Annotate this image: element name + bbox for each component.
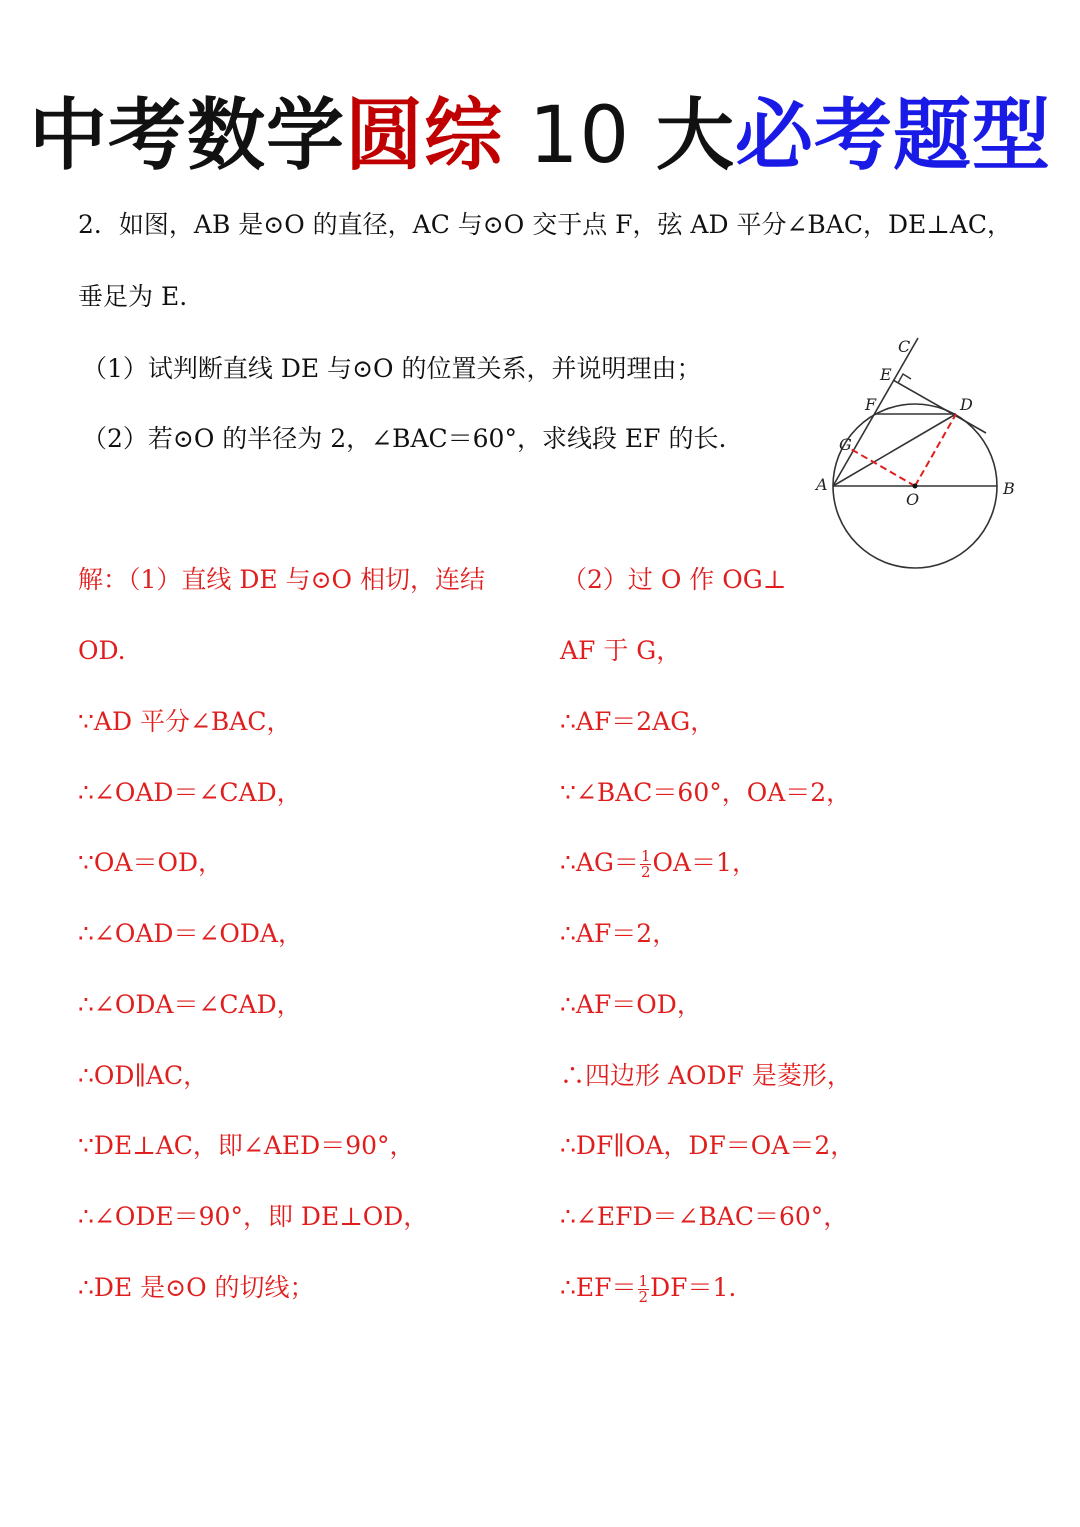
solution-right-5: ∴AF＝2， xyxy=(560,919,678,948)
ag-before: ∴AG＝ xyxy=(560,848,639,877)
solution-right-2: ∴AF＝2AG， xyxy=(560,707,716,736)
ef-before: ∴EF＝ xyxy=(560,1273,637,1302)
solution-right-ag xyxy=(560,846,757,880)
title-part4: 大 xyxy=(655,91,735,181)
fraction-numerator: 1 xyxy=(638,1272,649,1290)
solution-left-2: ∵AD 平分∠BAC， xyxy=(78,707,292,736)
label-a: A xyxy=(816,475,828,494)
solution-right-6: ∴AF＝OD， xyxy=(560,990,702,1019)
solution-left-5: ∴∠OAD＝∠ODA， xyxy=(78,919,303,948)
center-point-o xyxy=(913,484,918,489)
label-f: F xyxy=(865,395,877,414)
solution-left-3: ∴∠OAD＝∠CAD， xyxy=(78,778,302,807)
solution-right-9: ∴∠EFD＝∠BAC＝60°， xyxy=(560,1202,849,1231)
solution-left-8: ∵DE⊥AC，即∠AED＝90°， xyxy=(78,1131,415,1160)
right-angle-mark xyxy=(898,374,911,383)
fraction-half xyxy=(640,849,652,880)
solution-right-0: （2）过 O 作 OG⊥ xyxy=(562,565,787,594)
solution-right-3: ∵∠BAC＝60°，OA＝2， xyxy=(560,778,852,807)
problem-question-1: （1）试判断直线 DE 与⊙O 的位置关系，并说明理由； xyxy=(82,354,702,383)
solution-right-7: ∴四边形 AODF 是菱形， xyxy=(560,1061,852,1090)
title-part1: 中考数学 xyxy=(29,91,346,181)
solution-left-0: 解：（1）直线 DE 与⊙O 相切，连结 xyxy=(78,565,485,594)
solution-right-1: AF 于 G， xyxy=(560,636,682,665)
fraction-denominator: 2 xyxy=(638,1288,649,1306)
page-title xyxy=(0,88,1080,184)
label-e: E xyxy=(880,365,892,384)
solution-left-9: ∴∠ODE＝90°，即 DE⊥OD， xyxy=(78,1202,429,1231)
solution-left-1: OD. xyxy=(78,636,126,665)
problem-question-2: （2）若⊙O 的半径为 2，∠BAC＝60°，求线段 EF 的长. xyxy=(82,424,727,453)
dashed-od xyxy=(915,414,956,486)
dashed-og xyxy=(849,448,915,486)
label-c: C xyxy=(898,337,911,356)
fraction-denominator: 2 xyxy=(640,863,651,881)
geometry-figure xyxy=(808,330,1040,576)
title-part3: 10 xyxy=(503,91,656,181)
label-b: B xyxy=(1003,479,1015,498)
ag-after: OA＝1， xyxy=(652,848,757,877)
problem-line-2: 垂足为 E. xyxy=(78,282,188,311)
title-part2: 圆综 xyxy=(345,91,504,181)
label-o: O xyxy=(906,490,920,509)
label-g: G xyxy=(839,435,852,454)
solution-left-4: ∵OA＝OD， xyxy=(78,848,223,877)
fraction-numerator: 1 xyxy=(640,847,651,865)
solution-right-ef xyxy=(560,1271,736,1305)
problem-line-1: 2．如图，AB 是⊙O 的直径，AC 与⊙O 交于点 F，弦 AD 平分∠BAC，DE⊥AC， xyxy=(78,210,1012,239)
solution-left-7: ∴OD∥AC， xyxy=(78,1061,209,1090)
fraction-half xyxy=(638,1274,650,1305)
label-d: D xyxy=(960,395,973,414)
title-part5: 必考题型 xyxy=(734,91,1051,181)
solution-left-10: ∴DE 是⊙O 的切线； xyxy=(78,1273,315,1302)
solution-right-8: ∴DF∥OA，DF＝OA＝2， xyxy=(560,1131,856,1160)
solution-left-6: ∴∠ODA＝∠CAD， xyxy=(78,990,302,1019)
ef-after: DF＝1. xyxy=(650,1273,737,1302)
